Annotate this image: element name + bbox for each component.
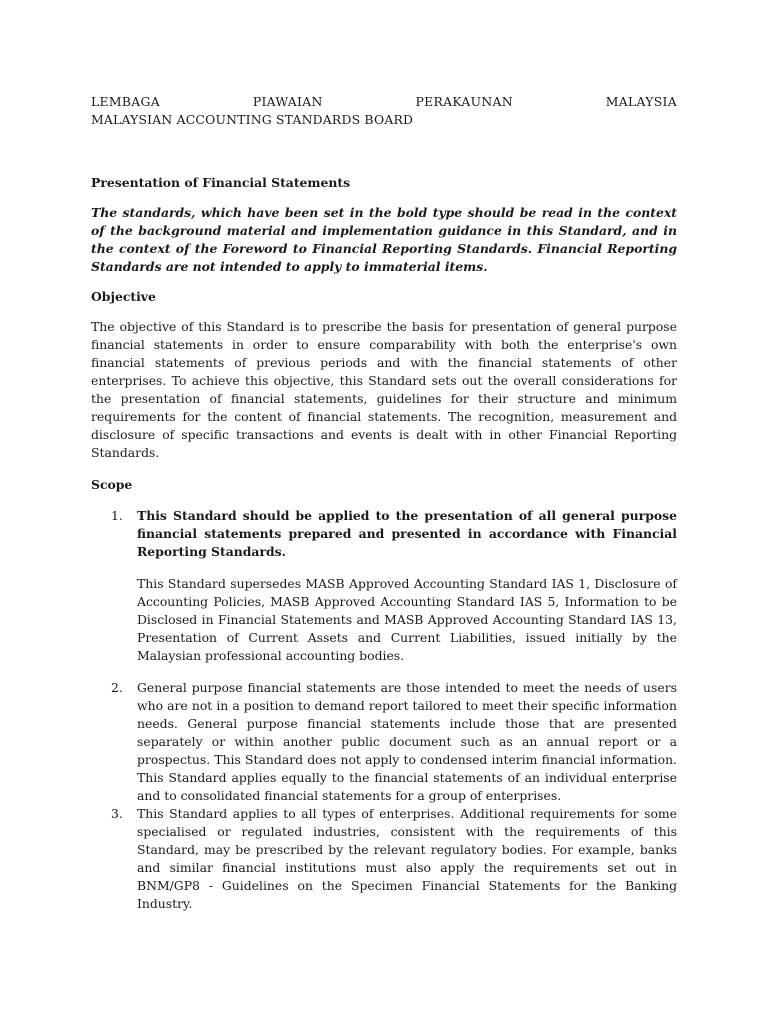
board-name-english: MALAYSIAN ACCOUNTING STANDARDS BOARD [91,112,414,127]
list-item [91,679,677,805]
header-word: LEMBAGA [91,94,160,109]
list-item [91,507,677,665]
item-text: General purpose financial statements are those intended to meet the needs of users who are not in a position to demand report tailored to meet their specific information needs. General purpose financial statements include those that are presented separately or within another public document such as an annual report or a prospectus. This Standard does not apply to condensed interim financial information. This Standard applies equally to the financial statements of an individual enterprise and to consolidated financial statements for a group of enterprises. [137,680,677,803]
intro-paragraph: The standards, which have been set in the bold type should be read in the context of the background material and implementation guidance in this Standard, and in the context of the Foreword to Financial Reporting Standards. Financial Reporting Standards are not intended to apply to immaterial items. [91,205,677,274]
scope-list [91,507,677,913]
header-word: PERAKAUNAN [415,94,513,109]
item-number: 3. [111,806,123,821]
scope-heading: Scope [91,477,133,492]
objective-paragraph: The objective of this Standard is to prescribe the basis for presentation of general purpose financial statements in order to ensure comparability with both the enterprise's own financial statements of previous periods and with the financial statements of other enterprises. To achieve this objective, this Standard sets out the overall considerations for the presentation of financial statements, guidelines for their structure and minimum requirements for the content of financial statements. The recognition, measurement and disclosure of specific transactions and events is dealt with in other Financial Reporting Standards. [91,319,677,460]
item-number: 2. [111,680,123,695]
list-item [91,805,677,913]
item-bold-text: This Standard should be applied to the presentation of all general purpose financial statements prepared and presented in accordance with Financial Reporting Standards. [137,508,677,559]
document-title: Presentation of Financial Statements [91,175,351,190]
objective-heading: Objective [91,289,156,304]
board-name-malay [91,93,677,111]
item-text: This Standard applies to all types of enterprises. Additional requirements for some specialised or regulated industries, consistent with the requirements of this Standard, may be prescribed by the relevant regulatory bodies. For example, banks and similar financial institutions must also apply the requirements set out in BNM/GP8 - Guidelines on the Specimen Financial Statements for the Banking Industry. [137,806,677,911]
document-page [91,93,677,913]
item-text: This Standard supersedes MASB Approved Accounting Standard IAS 1, Disclosure of Accounting Policies, MASB Approved Accounting Standard IAS 5, Information to be Disclosed in Financial Statements and MASB Approved Accounting Standard IAS 13, Presentation of Current Assets and Current Liabilities, issued initially by the Malaysian professional accounting bodies. [137,576,677,663]
header-word: MALAYSIA [605,94,677,109]
header-word: PIAWAIAN [252,94,323,109]
item-number: 1. [111,508,123,523]
